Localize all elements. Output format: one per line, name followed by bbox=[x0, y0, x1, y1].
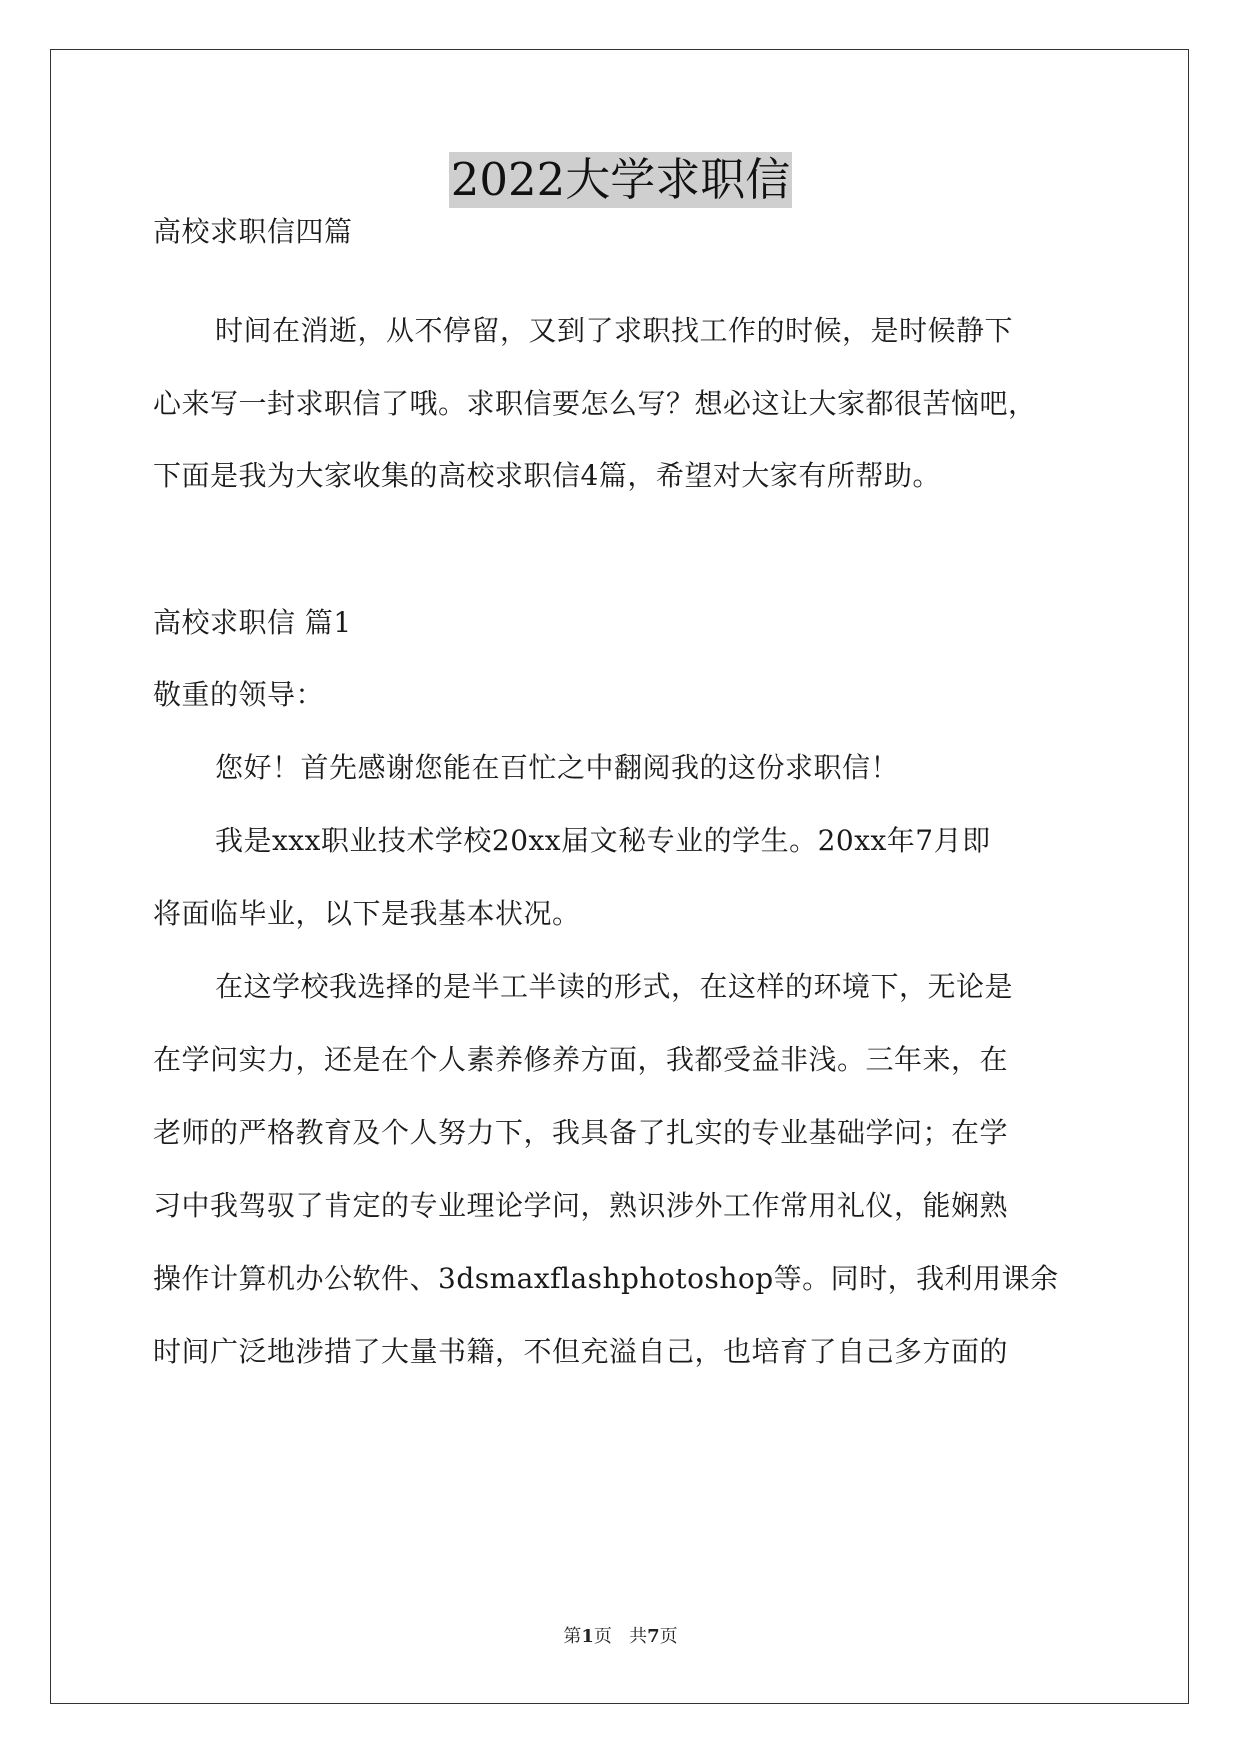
page-border bbox=[50, 49, 1189, 1704]
intro-line-3: 下面是我为大家收集的高校求职信4篇，希望对大家有所帮助。 bbox=[153, 459, 941, 492]
footer-page-suffix: 页 bbox=[593, 1626, 612, 1647]
section-heading: 高校求职信 篇1 bbox=[153, 606, 352, 639]
footer-prefix: 第 bbox=[563, 1626, 582, 1647]
title-wrap bbox=[0, 152, 1241, 208]
para1-line-1: 我是xxx职业技术学校20xx届文秘专业的学生。20xx年7月即 bbox=[215, 824, 991, 857]
subtitle: 高校求职信四篇 bbox=[153, 215, 353, 248]
para2-line-3: 老师的严格教育及个人努力下，我具备了扎实的专业基础学问；在学 bbox=[153, 1116, 1009, 1149]
intro-line-1: 时间在消逝，从不停留，又到了求职找工作的时候，是时候静下 bbox=[215, 314, 1014, 347]
para2-line-1: 在这学校我选择的是半工半读的形式，在这样的环境下，无论是 bbox=[215, 970, 1014, 1003]
para2-line-2: 在学问实力，还是在个人素养修养方面，我都受益非浅。三年来，在 bbox=[153, 1043, 1009, 1076]
para2-line-5: 操作计算机办公软件、3dsmaxflashphotoshop等。同时，我利用课余 bbox=[153, 1262, 1059, 1295]
document-title: 2022大学求职信 bbox=[450, 153, 791, 206]
page-footer bbox=[0, 1625, 1241, 1649]
footer-page-number: 1 bbox=[581, 1626, 594, 1647]
para2-line-4: 习中我驾驭了肯定的专业理论学问，熟识涉外工作常用礼仪，能娴熟 bbox=[153, 1189, 1009, 1222]
greeting-line: 您好！首先感谢您能在百忙之中翻阅我的这份求职信！ bbox=[215, 751, 900, 784]
salutation: 敬重的领导： bbox=[153, 678, 325, 711]
footer-total-suffix: 页 bbox=[659, 1626, 678, 1647]
footer-total-pages: 7 bbox=[647, 1626, 660, 1647]
para1-line-2: 将面临毕业，以下是我基本状况。 bbox=[153, 897, 581, 930]
intro-line-2: 心来写一封求职信了哦。求职信要怎么写？想必这让大家都很苦恼吧， bbox=[153, 387, 1037, 420]
footer-total-prefix: 共 bbox=[629, 1626, 648, 1647]
para2-line-6: 时间广泛地涉措了大量书籍，不但充溢自己，也培育了自己多方面的 bbox=[153, 1335, 1009, 1368]
